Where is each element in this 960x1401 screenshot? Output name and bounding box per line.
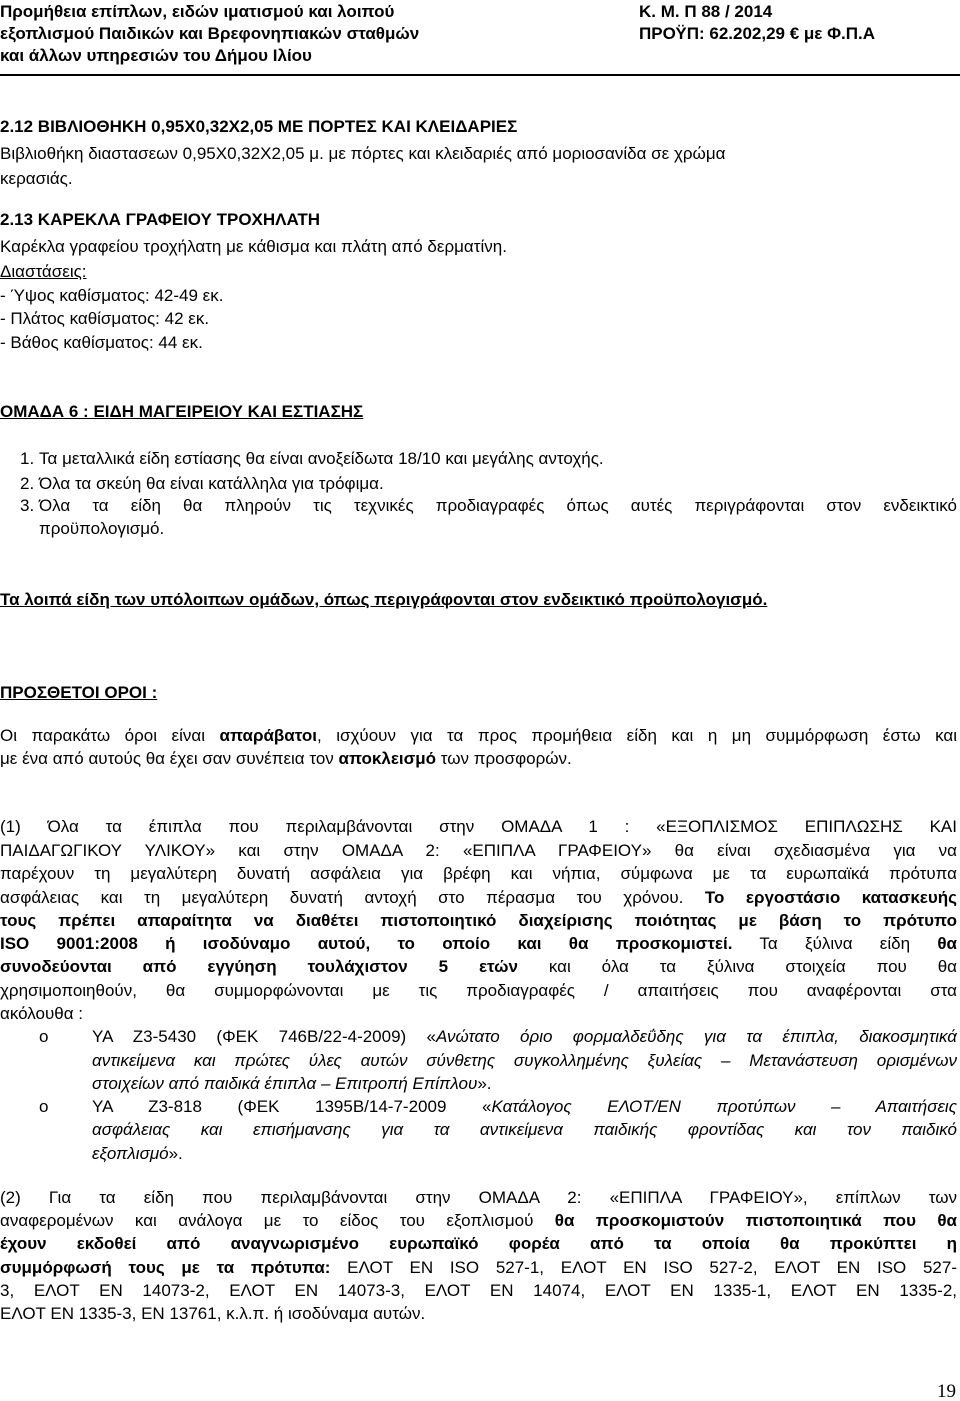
group-6-item-1-num: 1. (20, 449, 35, 468)
item-213-dim-height: - Ύψος καθίσματος: 42-49 εκ. (0, 286, 224, 305)
term-1-line-3: παρέχουν τη μεγαλύτερη δυνατή ασφάλεια για βρέφη και νήπια, σύμφωνα με τα ευρωπαϊκά πρότυπα (0, 864, 957, 883)
term-1-bullet-2-marker: o (39, 1097, 49, 1116)
header-left-line-2: εξοπλισμού Παιδικών και Βρεφονηπιακών σταθμών (0, 24, 420, 43)
term-1-line-4: ασφάλειας και τη μεγαλύτερη δυνατή αντοχή στο πέρασμα του χρόνου. Το εργοστάσιο κατασκευής (0, 888, 957, 907)
term-2-line-1: (2) Για τα είδη που περιλαμβάνονται στην ΟΜΑΔΑ 2: «ΕΠΙΠΛΑ ΓΡΑΦΕΙΟΥ», επίπλων των (0, 1188, 957, 1207)
header-right-line-2: ΠΡΟΫΠ: 62.202,29 € με Φ.Π.Α (639, 24, 876, 43)
group-6-item-2-text: Όλα τα σκεύη θα είναι κατάλληλα για τρόφιμα. (39, 474, 384, 493)
header-left-line-3: και άλλων υπηρεσιών του Δήμου Ιλίου (0, 46, 312, 65)
term-1-bullet-1-line-1: ΥΑ Ζ3-5430 (ΦΕΚ 746Β/22-4-2009) «Ανώτατο όριο φορμαλδεΰδης για τα έπιπλα, διακοσμητικά (92, 1027, 957, 1046)
terms-intro-line-2: με ένα από αυτούς θα έχει σαν συνέπεια τον αποκλεισμό των προσφορών. (0, 749, 572, 768)
group-6-item-2-num: 2. (20, 474, 35, 493)
term-1-bullet-2-line-2: ασφάλειας και επισήμανσης για τα αντικείμενα παιδικής φροντίδας και τον παιδικό (92, 1120, 957, 1139)
item-213-dims-label: Διαστάσεις: (0, 262, 87, 281)
term-1-bullet-1-marker: o (39, 1027, 49, 1046)
group-6-item-3-num: 3. (20, 496, 35, 515)
term-1-bullet-1-line-3: στοιχείων από παιδικά έπιπλα – Επιτροπή Επίπλου». (92, 1074, 492, 1093)
term-1-line-5: τους πρέπει απαραίτητα να διαθέτει πιστοποιητικό διαχείρισης ποιότητας με βάση το πρότυπο (0, 911, 957, 930)
term-1-bullet-2-line-1: ΥΑ Ζ3-818 (ΦΕΚ 1395Β/14-7-2009 «Κατάλογος ΕΛΟΤ/ΕΝ προτύπων – Απαιτήσεις (92, 1097, 957, 1116)
term-2-line-6: ΕΛΟΤ ΕΝ 1335-3, ΕΝ 13761, κ.λ.π. ή ισοδύναμα αυτών. (0, 1304, 426, 1323)
item-213-title: 2.13 ΚΑΡΕΚΛΑ ΓΡΑΦΕΙΟΥ ΤΡΟΧΗΛΑΤΗ (0, 210, 321, 229)
item-212-desc-1: Βιβλιοθήκη διαστασεων 0,95Χ0,32Χ2,05 μ. με πόρτες και κλειδαριές από μοριοσανίδα σε χρώμα (0, 144, 726, 163)
term-2-line-5: 3, ΕΛΟΤ ΕΝ 14073-2, ΕΛΟΤ ΕΝ 14073-3, ΕΛΟΤ ΕΝ 14074, ΕΛΟΤ ΕΝ 1335-1, ΕΛΟΤ ΕΝ 1335-2, (0, 1281, 957, 1300)
term-2-line-2: αναφερομένων και ανάλογα με το είδος του εξοπλισμού θα προσκομιστούν πιστοποιητικά που θα (0, 1211, 957, 1230)
item-212-desc-2: κερασιάς. (0, 169, 73, 188)
term-1-line-7: συνοδεύονται από εγγύηση τουλάχιστον 5 ετών και όλα τα ξύλινα στοιχεία που θα (0, 957, 957, 976)
item-212-title: 2.12 ΒΙΒΛΙΟΘΗΚΗ 0,95Χ0,32Χ2,05 ΜΕ ΠΟΡΤΕΣ ΚΑΙ ΚΛΕΙΔΑΡΙΕΣ (0, 117, 518, 136)
terms-intro-line-1: Οι παρακάτω όροι είναι απαράβατοι, ισχύουν για τα προς προμήθεια είδη και η μη συμμόρφωση έστω και (0, 726, 957, 745)
term-1-line-8: χρησιμοποιηθούν, θα συμμορφώνονται με τις προδιαγραφές / απαιτήσεις που αναφέρονται στα (0, 981, 957, 1000)
term-2-line-3: έχουν εκδοθεί από αναγνωρισμένο ευρωπαϊκό φορέα από τα οποία θα προκύπτει η (0, 1234, 957, 1253)
term-1-bullet-1-line-2: αντικείμενα και πρώτες ύλες αυτών σύνθετης συγκολλημένης ξυλείας – Μετανάστευση ορισμένων (92, 1051, 957, 1070)
terms-title: ΠΡΟΣΘΕΤΟΙ ΟΡΟΙ : (0, 683, 158, 702)
term-1-line-9: ακόλουθα : (0, 1004, 83, 1023)
term-1-bullet-2-line-3: εξοπλισμό». (92, 1144, 183, 1163)
group-6-item-3-text-cont: προϋπολογισμό. (39, 519, 165, 538)
term-1-line-1: (1) Όλα τα έπιπλα που περιλαμβάνονται στην ΟΜΑΔΑ 1 : «ΕΞΟΠΛΙΣΜΟΣ ΕΠΙΠΛΩΣΗΣ ΚΑΙ (0, 817, 957, 836)
header-divider (0, 74, 960, 76)
group-6-item-3-text: Όλα τα είδη θα πληρούν τις τεχνικές προδιαγραφές όπως αυτές περιγράφονται στον ενδεικτικό (39, 496, 957, 515)
group-6-title: ΟΜΑΔΑ 6 : ΕΙΔΗ ΜΑΓΕΙΡΕΙΟΥ ΚΑΙ ΕΣΤΙΑΣΗΣ (0, 402, 364, 421)
item-213-dim-width: - Πλάτος καθίσματος: 42 εκ. (0, 309, 210, 328)
term-1-line-6: ISO 9001:2008 ή ισοδύναμο αυτού, το οποίο και θα προσκομιστεί. Τα ξύλινα είδη θα (0, 934, 957, 953)
header-left-line-1: Προμήθεια επίπλων, ειδών ιματισμού και λοιπού (0, 2, 395, 21)
item-213-desc: Καρέκλα γραφείου τροχήλατη με κάθισμα και πλάτη από δερματίνη. (0, 237, 507, 256)
header-right-line-1: Κ. Μ. Π 88 / 2014 (639, 2, 773, 21)
group-6-item-1-text: Τα μεταλλικά είδη εστίασης θα είναι ανοξείδωτα 18/10 και μεγάλης αντοχής. (39, 449, 604, 468)
term-2-line-4: συμμόρφωσή τους με τα πρότυπα: ΕΛΟΤ ΕΝ ISO 527-1, ΕΛΟΤ ΕΝ ISO 527-2, ΕΛΟΤ ΕΝ ISO 527- (0, 1258, 957, 1277)
term-1-line-2: ΠΑΙΔΑΓΩΓΙΚΟΥ ΥΛΙΚΟΥ» και στην ΟΜΑΔΑ 2: «ΕΠΙΠΛΑ ΓΡΑΦΕΙΟΥ» θα είναι σχεδιασμένα για να (0, 841, 957, 860)
item-213-dim-depth: - Βάθος καθίσματος: 44 εκ. (0, 333, 203, 352)
remaining-items-note: Τα λοιπά είδη των υπόλοιπων ομάδων, όπως περιγράφονται στον ενδεικτικό προϋπολογισμό. (0, 590, 768, 609)
page-number: 19 (937, 1381, 956, 1401)
